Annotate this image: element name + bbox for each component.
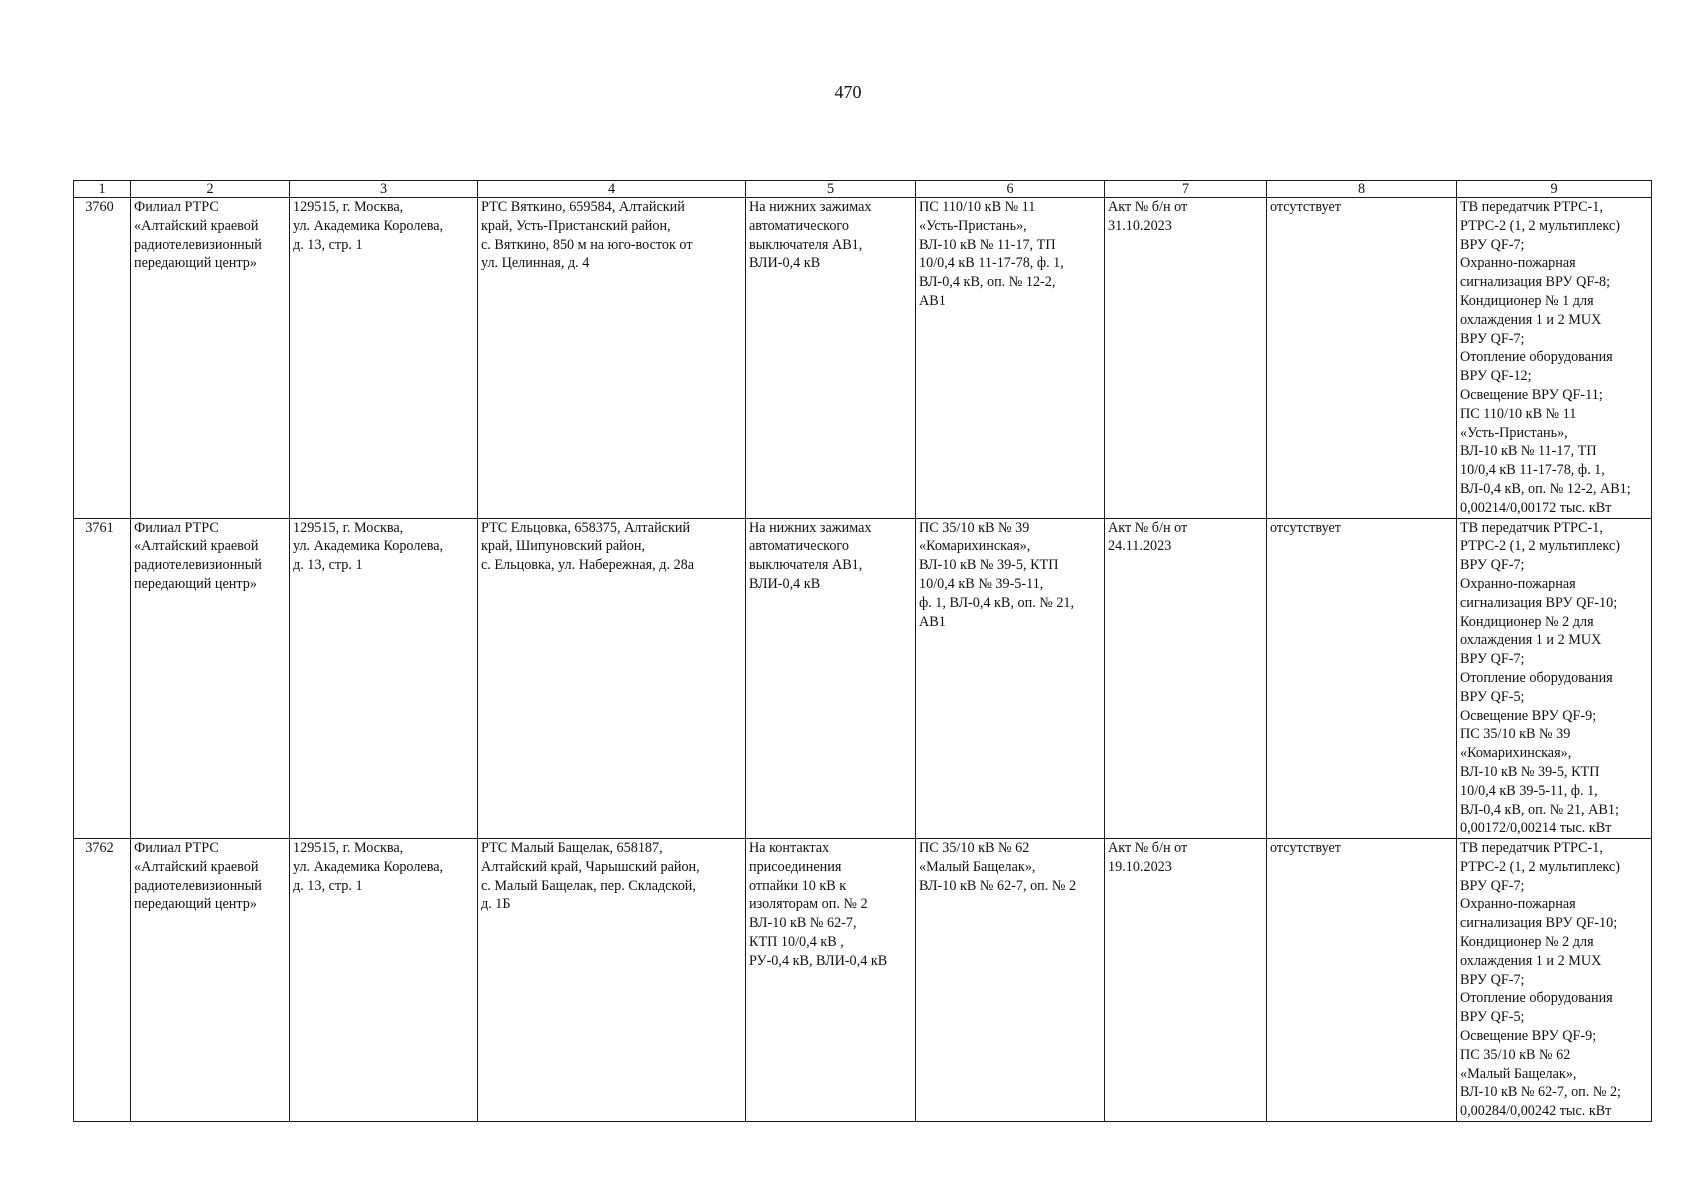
equipment-cell: [1457, 198, 1652, 519]
act-cell: [1105, 518, 1267, 839]
header-row: [74, 181, 1652, 198]
column-header-5: 5: [746, 181, 916, 198]
cell-line: край, Усть-Пристанский район,: [481, 217, 671, 234]
row-number: 3761: [74, 518, 131, 839]
cell-line: ПС 35/10 кВ № 62: [919, 840, 1030, 857]
cell-line: ВРУ QF-7;: [1460, 877, 1525, 894]
cell-line: ВРУ QF-7;: [1460, 330, 1525, 347]
cell-line: 0,00214/0,00172 тыс. кВт: [1460, 499, 1612, 516]
cell-line: Отопление оборудования: [1460, 349, 1613, 366]
cell-line: ВРУ QF-5;: [1460, 1009, 1525, 1026]
connection-point-cell: [746, 518, 916, 839]
cell-line: 129515, г. Москва,: [293, 519, 404, 536]
cell-line: ВЛИ-0,4 кВ: [749, 255, 821, 272]
site-address-cell: [478, 198, 746, 519]
cell-line: «Малый Бащелак»,: [919, 858, 1036, 875]
cell-line: д. 13, стр. 1: [293, 877, 363, 894]
legal-address-cell: [290, 518, 478, 839]
cell-line: с. Малый Бащелак, пер. Складской,: [481, 877, 696, 894]
cell-line: ул. Академика Королева,: [293, 858, 444, 875]
cell-line: РТС Ельцовка, 658375, Алтайский: [481, 519, 691, 536]
column-header-8: 8: [1267, 181, 1457, 198]
cell-line: РТС Малый Бащелак, 658187,: [481, 840, 663, 857]
cell-line: ПС 35/10 кВ № 39: [1460, 726, 1571, 743]
cell-line: 10/0,4 кВ № 39-5-11,: [919, 575, 1044, 592]
power-source-cell: [916, 198, 1105, 519]
cell-line: АВ1: [919, 613, 946, 630]
cell-line: отсутствует: [1270, 840, 1341, 857]
cell-line: ВЛ-0,4 кВ, оп. № 12-2, АВ1;: [1460, 480, 1631, 497]
connection-point-cell: [746, 839, 916, 1122]
cell-line: сигнализация ВРУ QF-8;: [1460, 274, 1611, 291]
cell-line: «Малый Бащелак»,: [1460, 1065, 1577, 1082]
cell-line: «Комарихинская»,: [1460, 745, 1572, 762]
cell-line: ВРУ QF-7;: [1460, 557, 1525, 574]
cell-line: Акт № б/н от: [1108, 199, 1188, 215]
cell-line: охлаждения 1 и 2 MUX: [1460, 952, 1602, 969]
cell-line: ВРУ QF-7;: [1460, 971, 1525, 988]
cell-line: д. 1Б: [481, 896, 511, 913]
cell-line: Кондиционер № 1 для: [1460, 292, 1594, 309]
cell-line: сигнализация ВРУ QF-10;: [1460, 915, 1618, 932]
power-source-cell: [916, 839, 1105, 1122]
column-header-1: 1: [74, 181, 131, 198]
cell-line: ВЛ-0,4 кВ, оп. № 21, АВ1;: [1460, 801, 1619, 818]
power-source-cell: [916, 518, 1105, 839]
cell-line: ПС 110/10 кВ № 11: [1460, 405, 1577, 422]
act-cell: [1105, 839, 1267, 1122]
organization-cell: [131, 198, 290, 519]
cell-line: присоединения: [749, 858, 842, 875]
cell-line: Освещение ВРУ QF-9;: [1460, 1028, 1597, 1045]
cell-line: Филиал РТРС: [134, 519, 219, 536]
column-header-7: 7: [1105, 181, 1267, 198]
column-header-4: 4: [478, 181, 746, 198]
cell-line: РТРС-2 (1, 2 мультиплекс): [1460, 538, 1620, 555]
cell-line: ВЛ-10 кВ № 62-7, оп. № 2;: [1460, 1084, 1621, 1101]
cell-line: ПС 35/10 кВ № 39: [919, 519, 1030, 536]
cell-line: РТРС-2 (1, 2 мультиплекс): [1460, 858, 1620, 875]
cell-line: сигнализация ВРУ QF-10;: [1460, 594, 1618, 611]
cell-line: отпайки 10 кВ к: [749, 877, 847, 894]
cell-line: ВЛ-10 кВ № 11-17, ТП: [1460, 443, 1597, 460]
cell-line: отсутствует: [1270, 519, 1341, 536]
cell-line: «Алтайский краевой: [134, 858, 259, 875]
cell-line: ф. 1, ВЛ-0,4 кВ, оп. № 21,: [919, 594, 1075, 611]
cell-line: ВЛ-10 кВ № 11-17, ТП: [919, 236, 1056, 253]
cell-line: с. Ельцовка, ул. Набережная, д. 28а: [481, 557, 695, 574]
cell-line: с. Вяткино, 850 м на юго-восток от: [481, 236, 693, 253]
cell-line: ТВ передатчик РТРС-1,: [1460, 840, 1603, 857]
cell-line: 31.10.2023: [1108, 217, 1172, 234]
cell-line: ВЛ-0,4 кВ, оп. № 12-2,: [919, 274, 1056, 291]
act-cell: [1105, 198, 1267, 519]
site-address-cell: [478, 839, 746, 1122]
cell-line: 10/0,4 кВ 11-17-78, ф. 1,: [1460, 462, 1605, 479]
cell-line: Охранно-пожарная: [1460, 896, 1576, 913]
cell-line: Кондиционер № 2 для: [1460, 613, 1594, 630]
cell-line: «Усть-Пристань»,: [1460, 424, 1568, 441]
cell-line: Отопление оборудования: [1460, 990, 1613, 1007]
cell-line: Освещение ВРУ QF-9;: [1460, 707, 1597, 724]
cell-line: Акт № б/н от: [1108, 519, 1188, 536]
cell-line: д. 13, стр. 1: [293, 557, 363, 574]
column-header-2: 2: [131, 181, 290, 198]
cell-line: РТС Вяткино, 659584, Алтайский: [481, 199, 685, 215]
cell-line: ул. Целинная, д. 4: [481, 255, 590, 272]
cell-line: ВЛ-10 кВ № 39-5, КТП: [1460, 763, 1600, 780]
equipment-cell: [1457, 518, 1652, 839]
legal-address-cell: [290, 839, 478, 1122]
cell-line: ВРУ QF-7;: [1460, 651, 1525, 668]
cell-line: «Алтайский краевой: [134, 538, 259, 555]
cell-line: 129515, г. Москва,: [293, 840, 404, 857]
connection-register-table: [73, 180, 1652, 1122]
organization-cell: [131, 518, 290, 839]
cell-line: передающий центр»: [134, 255, 257, 272]
cell-line: «Алтайский краевой: [134, 217, 259, 234]
cell-line: Кондиционер № 2 для: [1460, 934, 1594, 951]
cell-line: ВРУ QF-5;: [1460, 688, 1525, 705]
cell-line: Охранно-пожарная: [1460, 575, 1576, 592]
status-cell: [1267, 198, 1457, 519]
column-header-3: 3: [290, 181, 478, 198]
cell-line: автоматического: [749, 538, 849, 555]
row-number: 3762: [74, 839, 131, 1122]
cell-line: ПС 110/10 кВ № 11: [919, 199, 1036, 215]
cell-line: РТРС-2 (1, 2 мультиплекс): [1460, 217, 1620, 234]
cell-line: Отопление оборудования: [1460, 669, 1613, 686]
cell-line: передающий центр»: [134, 575, 257, 592]
cell-line: Алтайский край, Чарышский район,: [481, 858, 700, 875]
cell-line: выключателя АВ1,: [749, 557, 863, 574]
row-number: 3760: [74, 198, 131, 519]
legal-address-cell: [290, 198, 478, 519]
cell-line: 129515, г. Москва,: [293, 199, 404, 215]
equipment-cell: [1457, 839, 1652, 1122]
cell-line: автоматического: [749, 217, 849, 234]
table-row: [74, 518, 1652, 839]
cell-line: Освещение ВРУ QF-11;: [1460, 386, 1603, 403]
cell-line: ВЛ-10 кВ № 62-7,: [749, 915, 857, 932]
cell-line: радиотелевизионный: [134, 557, 262, 574]
cell-line: радиотелевизионный: [134, 236, 262, 253]
site-address-cell: [478, 518, 746, 839]
cell-line: На нижних зажимах: [749, 519, 872, 536]
cell-line: ВЛ-10 кВ № 39-5, КТП: [919, 557, 1059, 574]
column-header-9: 9: [1457, 181, 1652, 198]
table-row: [74, 839, 1652, 1122]
status-cell: [1267, 518, 1457, 839]
cell-line: охлаждения 1 и 2 MUX: [1460, 632, 1602, 649]
cell-line: ул. Академика Королева,: [293, 538, 444, 555]
cell-line: ВЛ-10 кВ № 62-7, оп. № 2: [919, 877, 1077, 894]
cell-line: ТВ передатчик РТРС-1,: [1460, 199, 1603, 215]
cell-line: охлаждения 1 и 2 MUX: [1460, 311, 1602, 328]
cell-line: Филиал РТРС: [134, 840, 219, 857]
cell-line: ВРУ QF-12;: [1460, 368, 1532, 385]
table-row: [74, 198, 1652, 519]
cell-line: На контактах: [749, 840, 830, 857]
cell-line: выключателя АВ1,: [749, 236, 863, 253]
cell-line: Филиал РТРС: [134, 199, 219, 215]
cell-line: 0,00172/0,00214 тыс. кВт: [1460, 820, 1612, 837]
page-number: 470: [834, 82, 862, 102]
cell-line: На нижних зажимах: [749, 199, 872, 215]
cell-line: ТВ передатчик РТРС-1,: [1460, 519, 1603, 536]
cell-line: АВ1: [919, 292, 946, 309]
cell-line: «Усть-Пристань»,: [919, 217, 1027, 234]
cell-line: отсутствует: [1270, 199, 1341, 215]
cell-line: 0,00284/0,00242 тыс. кВт: [1460, 1103, 1612, 1120]
cell-line: Охранно-пожарная: [1460, 255, 1576, 272]
cell-line: ВРУ QF-7;: [1460, 236, 1525, 253]
organization-cell: [131, 839, 290, 1122]
cell-line: ПС 35/10 кВ № 62: [1460, 1046, 1571, 1063]
status-cell: [1267, 839, 1457, 1122]
cell-line: 19.10.2023: [1108, 858, 1172, 875]
cell-line: 24.11.2023: [1108, 538, 1172, 555]
cell-line: 10/0,4 кВ 11-17-78, ф. 1,: [919, 255, 1064, 272]
cell-line: ВЛИ-0,4 кВ: [749, 575, 821, 592]
cell-line: д. 13, стр. 1: [293, 236, 363, 253]
cell-line: изоляторам оп. № 2: [749, 896, 868, 913]
cell-line: «Комарихинская»,: [919, 538, 1031, 555]
column-header-6: 6: [916, 181, 1105, 198]
cell-line: передающий центр»: [134, 896, 257, 913]
cell-line: 10/0,4 кВ 39-5-11, ф. 1,: [1460, 782, 1598, 799]
cell-line: РУ-0,4 кВ, ВЛИ-0,4 кВ: [749, 952, 888, 969]
connection-point-cell: [746, 198, 916, 519]
cell-line: край, Шипуновский район,: [481, 538, 646, 555]
cell-line: ул. Академика Королева,: [293, 217, 444, 234]
cell-line: радиотелевизионный: [134, 877, 262, 894]
cell-line: Акт № б/н от: [1108, 840, 1188, 857]
cell-line: КТП 10/0,4 кВ ,: [749, 934, 844, 951]
